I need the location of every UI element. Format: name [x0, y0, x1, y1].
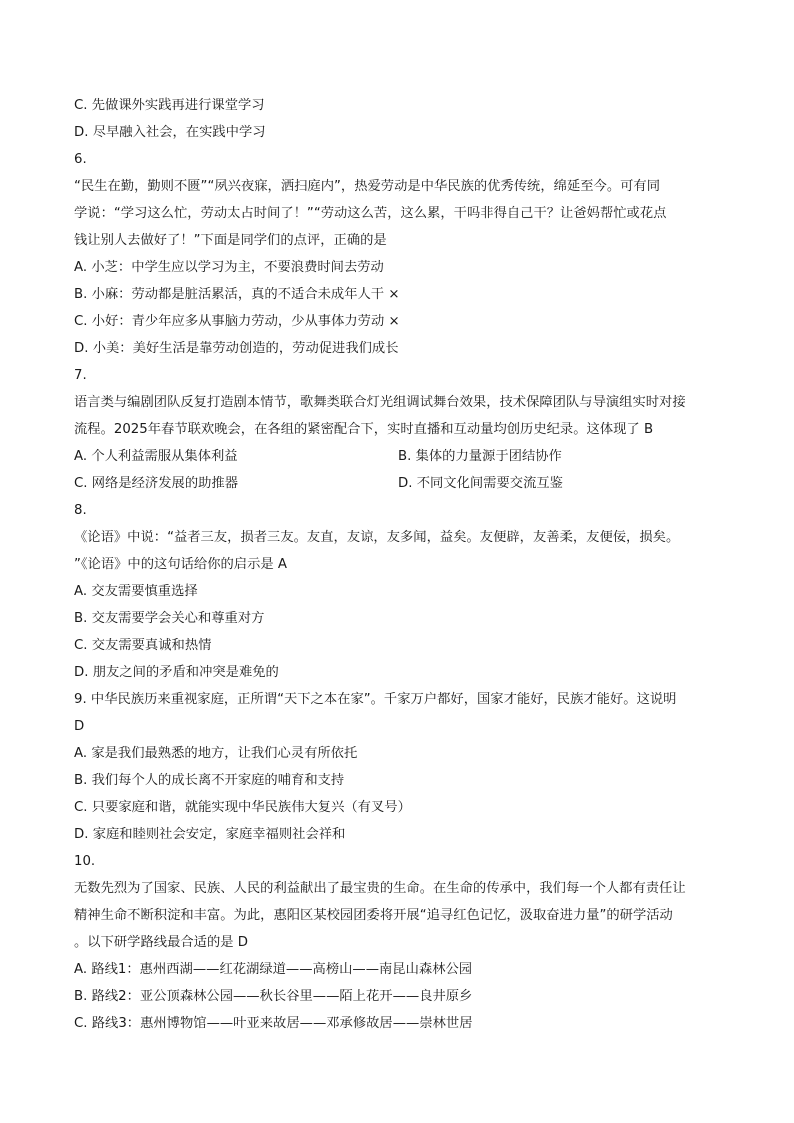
q8-option-a: A. 交友需要慎重选择 — [74, 584, 198, 599]
document-page — [74, 92, 722, 1037]
q7-option-a: A. 个人利益需服从集体利益 — [74, 449, 238, 464]
q9-option-d: D. 家庭和睦则社会安定，家庭幸福则社会祥和 — [74, 827, 346, 842]
q6-option-b: B. 小麻：劳动都是脏活累活，真的不适合未成年人干 × — [74, 287, 400, 302]
q10-option-a: A. 路线1：惠州西湖——红花湖绿道——高榜山——南昆山森林公园 — [74, 962, 473, 977]
q7-options-row-2 — [74, 470, 722, 497]
question-6-text-3: 钱让别人去做好了！”下面是同学们的点评，正确的是 — [74, 233, 387, 248]
question-10-text-2: 精神生命不断积淀和丰富。为此，惠阳区某校园团委将开展“追寻红色记忆，汲取奋进力量”的研学活动 — [74, 908, 673, 923]
question-7-text-2: 流程。2025年春节联欢晚会，在各组的紧密配合下，实时直播和互动量均创历史纪录。这体现了 B — [74, 422, 654, 437]
q6-option-d: D. 小美：美好生活是靠劳动创造的，劳动促进我们成长 — [74, 341, 399, 356]
question-number-10: 10. — [74, 854, 96, 869]
q7-option-c: C. 网络是经济发展的助推器 — [74, 476, 239, 491]
question-9-text-1: 9. 中华民族历来重视家庭，正所谓“天下之本在家”。千家万户都好，国家才能好，民族才能好。这说明 — [74, 692, 677, 707]
q8-option-c: C. 交友需要真诚和热情 — [74, 638, 212, 653]
option-c: C. 先做课外实践再进行课堂学习 — [74, 98, 265, 113]
q7-option-d: D. 不同文化间需要交流互鉴 — [398, 476, 563, 491]
q7-option-b: B. 集体的力量源于团结协作 — [398, 449, 562, 464]
question-10-text-1: 无数先烈为了国家、民族、人民的利益献出了最宝贵的生命。在生命的传承中，我们每一个人都有责任让 — [74, 881, 686, 896]
question-10-text-3: 。以下研学路线最合适的是 D — [74, 935, 249, 950]
question-6-text-2: 学说：“学习这么忙，劳动太占时间了！”“劳动这么苦，这么累，干吗非得自己干？让爸妈帮忙或花点 — [74, 206, 667, 221]
q9-option-a: A. 家是我们最熟悉的地方，让我们心灵有所依托 — [74, 746, 358, 761]
q10-option-c: C. 路线3：惠州博物馆——叶亚来故居——邓承修故居——崇林世居 — [74, 1016, 473, 1031]
q8-option-d: D. 朋友之间的矛盾和冲突是难免的 — [74, 665, 279, 680]
question-number-8: 8. — [74, 503, 87, 518]
question-9-answer: D — [74, 719, 85, 734]
q6-option-c: C. 小好：青少年应多从事脑力劳动，少从事体力劳动 × — [74, 314, 400, 329]
question-8-text-1: 《论语》中说：“益者三友，损者三友。友直，友谅，友多闻，益矣。友便辟，友善柔，友便佞，损矣。 — [74, 530, 680, 545]
question-number-6: 6. — [74, 152, 87, 167]
q9-option-b: B. 我们每个人的成长离不开家庭的哺育和支持 — [74, 773, 345, 788]
q7-options-row-1 — [74, 443, 722, 470]
q6-option-a: A. 小芝：中学生应以学习为主，不要浪费时间去劳动 — [74, 260, 384, 275]
question-6-text-1: “民生在勤，勤则不匮”“夙兴夜寐，洒扫庭内”，热爱劳动是中华民族的优秀传统，绵延至今。可有同 — [74, 179, 661, 194]
question-number-7: 7. — [74, 368, 87, 383]
question-8-text-2: ”《论语》中的这句话给你的启示是 A — [74, 557, 288, 572]
question-7-text-1: 语言类与编剧团队反复打造剧本情节，歌舞类联合灯光组调试舞台效果，技术保障团队与导演组实时对接 — [74, 395, 686, 410]
q8-option-b: B. 交友需要学会关心和尊重对方 — [74, 611, 265, 626]
option-d: D. 尽早融入社会，在实践中学习 — [74, 125, 266, 140]
q9-option-c: C. 只要家庭和谐，就能实现中华民族伟大复兴（有叉号） — [74, 800, 411, 815]
q10-option-b: B. 路线2：亚公顶森林公园——秋长谷里——陌上花开——良井原乡 — [74, 989, 473, 1004]
